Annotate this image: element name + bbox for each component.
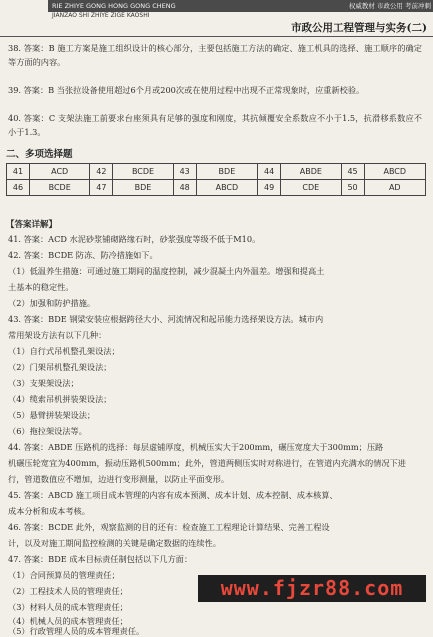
- answer-cell: BCDE: [30, 180, 90, 196]
- header-subtitle: JIANZAO SHI ZHIYE ZIGE KAOSHI: [52, 12, 150, 19]
- explanation-line: （1）自行式吊机整孔架设法；: [8, 346, 120, 356]
- header-top-strip: [48, 0, 433, 12]
- explanation-line: 43. 答案：BDE 钢梁安装应根据跨径大小、河流情况和起吊能力选择架设方法。城市内: [8, 314, 324, 324]
- explanation-line: （6）拖拉架设法等。: [8, 426, 87, 436]
- explanation-title: 【答案详解】: [6, 220, 58, 230]
- question-number: 49: [258, 180, 281, 196]
- watermark-banner: www.fjzr88.com: [198, 575, 426, 602]
- question-number: 48: [173, 180, 196, 196]
- explanation-line: （2）门架吊机整孔架设法；: [8, 362, 112, 372]
- explanation-line: （4）缆索吊机拼装架设法；: [8, 394, 112, 404]
- explanation-line: 计，以及对施工期间监控检测的关键是确定数据的连续性。: [8, 538, 221, 548]
- header-tags: 权威教材 市政公用 考前冲刺: [348, 2, 431, 10]
- answer-39: 39. 答案：B 当张拉设备使用超过6个月或200次或在使用过程中出现不正常现象时，应重新校验。: [8, 85, 365, 95]
- explanation-line: 41. 答案：ACD 水泥砂浆铺砌路缘石时，砂浆强度等级不低于M10。: [8, 234, 261, 244]
- question-number: 44: [258, 164, 281, 180]
- explanation-line: 常用架设方法有以下几种：: [8, 330, 107, 340]
- answer-cell: ACD: [30, 164, 90, 180]
- answer-cell: ABDE: [281, 164, 341, 180]
- question-number: 42: [90, 164, 113, 180]
- explanation-line: 行，管道数值应不增加，边进行变形测量，以防止平面变形。: [8, 474, 230, 484]
- explanation-line: 47. 答案：BDE 成本目标责任制包括以下几方面：: [8, 554, 193, 564]
- explanation-line: 土基本的稳定性。: [8, 282, 74, 292]
- question-number: 47: [90, 180, 113, 196]
- explanation-line: 成本分析和成本考核。: [8, 506, 90, 516]
- answer-cell: BDE: [113, 180, 173, 196]
- answer-cell: BCDE: [113, 164, 173, 180]
- explanation-line: （1）合同预算员的管理责任；: [8, 570, 120, 580]
- question-number: 45: [341, 164, 364, 180]
- explanation-line: （5）悬臂拼装架设法；: [8, 410, 96, 420]
- answer-40: 40. 答案：C 支架法施工前要求台座须具有足够的强度和刚度，其抗倾覆安全系数应不小于1.5，抗滑移系数应不小于1.3。: [8, 113, 422, 137]
- section-title: 二、多项选择题: [6, 149, 73, 160]
- question-number: 46: [7, 180, 30, 196]
- question-number: 50: [341, 180, 364, 196]
- question-number: 41: [7, 164, 30, 180]
- table-row: [7, 180, 426, 196]
- explanation-line: 46. 答案：BCDE 此外，观察监测的目的还有：检查施工工程理论计算结果、完善工程设: [8, 522, 330, 532]
- question-number: 43: [173, 164, 196, 180]
- explanation-line: 44. 答案：ABDE 压路机的选择：每层虚铺厚度，机械压实大于200mm，碾压宽度大于300mm；压路: [8, 442, 384, 452]
- explanation-line: （3）支架架设法；: [8, 378, 79, 388]
- page-header: [0, 0, 433, 40]
- explanation-line: 机碾压轮宽宜为400mm，振动压路机500mm；此外，管道两侧压实时对称进行，在管道内充满水的情况下进: [8, 458, 406, 468]
- explanation-line: （2）加强和防护措施。: [8, 298, 96, 308]
- answer-38: 38. 答案：B 施工方案是施工组织设计的核心部分，主要包括施工方法的确定、施工机具的选择、施工顺序的确定等方面的内容。: [8, 43, 422, 67]
- answer-cell: AD: [364, 180, 425, 196]
- answer-cell: ABCD: [364, 164, 425, 180]
- header-pinyin: RIE ZHIYE GONG HONG GONG CHENG: [52, 2, 176, 10]
- explanation-line: （5）行政管理人员的成本管理责任。: [8, 626, 145, 636]
- table-row: [7, 164, 426, 180]
- explanation-line: （3）材料人员的成本管理责任；: [8, 602, 128, 612]
- page-title: 市政公用工程管理与实务(二): [291, 22, 427, 34]
- explanation-line: （2）工程技术人员的管理责任；: [8, 586, 128, 596]
- answer-cell: BDE: [196, 164, 257, 180]
- multi-choice-answer-table: [6, 163, 426, 196]
- explanation-line: 42. 答案：BCDE 防冻、防冷措施如下。: [8, 250, 158, 260]
- answer-cell: ABCD: [196, 180, 257, 196]
- explanation-line: （4）机械人员的成本管理责任；: [8, 616, 128, 626]
- header-divider: [0, 36, 433, 37]
- answer-cell: CDE: [281, 180, 341, 196]
- explanation-line: （1）低温养生措施：可通过施工期间的温度控制，减少混凝土内外温差。增强和提高土: [8, 266, 325, 276]
- explanation-line: 45. 答案：ABCD 施工项目成本管理的内容有成本预测、成本计划、成本控制、成本核算、: [8, 490, 338, 500]
